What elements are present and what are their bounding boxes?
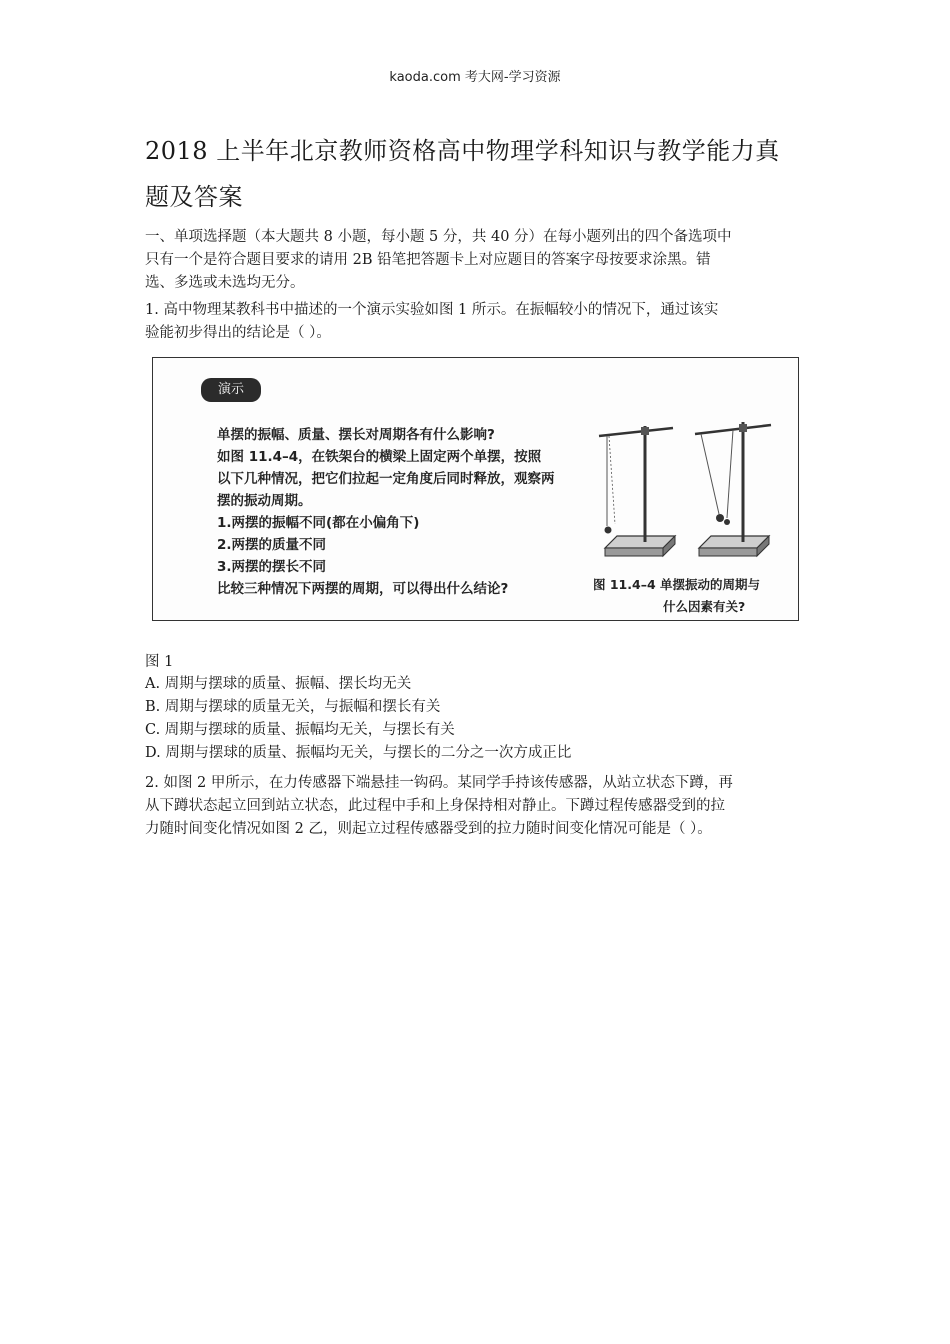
question-line: 1. 高中物理某教科书中描述的一个演示实验如图 1 所示。在振幅较小的情况下，通过该实 [145,302,719,318]
demo-tag: 演示 [201,378,261,402]
figure-text-line: 1.两摆的振幅不同(都在小偏角下) [217,515,420,531]
figure-text-line: 如图 11.4–4，在铁架台的横梁上固定两个单摆，按照 [217,449,542,465]
intro-line: 一、单项选择题（本大题共 8 小题，每小题 5 分，共 40 分）在每小题列出的四个备选项中 [145,229,732,245]
document-title [145,128,815,220]
intro-line: 只有一个是符合题目要求的请用 2B 铅笔把答题卡上对应题目的答案字母按要求涂黑。错 [145,252,711,268]
pendulum-stands-illustration [593,408,793,578]
question-line: 验能初步得出的结论是（ ）。 [145,325,331,341]
figure-text-line: 2.两摆的质量不同 [217,537,327,553]
figure-text-line: 摆的振动周期。 [217,493,312,509]
figure-text-line: 比较三种情况下两摆的周期，可以得出什么结论? [217,581,509,597]
figure-1-image [152,357,799,621]
question-2 [145,772,810,841]
figure-text-line: 3.两摆的摆长不同 [217,559,327,575]
figure-label: 图 1 [145,654,174,670]
figure-caption [593,574,793,618]
option-b: B. 周期与摆球的质量无关，与振幅和摆长有关 [145,699,441,715]
caption-line: 图 11.4–4 单摆振动的周期与 [593,577,760,592]
caption-line: 什么因素有关? [663,599,746,614]
option-c: C. 周期与摆球的质量、振幅均无关，与摆长有关 [145,722,455,738]
title-line-2: 题及答案 [145,183,243,211]
figure-text-line: 以下几种情况，把它们拉起一定角度后同时释放，观察两 [217,471,555,487]
option-a: A. 周期与摆球的质量、振幅、摆长均无关 [145,676,412,692]
question-line: 从下蹲状态起立回到站立状态，此过程中手和上身保持相对静止。下蹲过程传感器受到的拉 [145,798,725,814]
question-line: 2. 如图 2 甲所示，在力传感器下端悬挂一钩码。某同学手持该传感器，从站立状态下蹲，再 [145,775,733,791]
page-header: kaoda.com 考大网-学习资源 [389,70,561,85]
option-d: D. 周期与摆球的质量、振幅均无关，与摆长的二分之一次方成正比 [145,745,572,761]
title-line-1: 2018 上半年北京教师资格高中物理学科知识与教学能力真 [145,137,780,165]
question-1 [145,299,810,345]
answer-options [145,673,810,765]
intro-line: 选、多选或未选均无分。 [145,275,305,291]
figure-text-line: 单摆的振幅、质量、摆长对周期各有什么影响? [217,427,495,443]
question-line: 力随时间变化情况如图 2 乙，则起立过程传感器受到的拉力随时间变化情况可能是（ ）。 [145,821,712,837]
figure-text [217,424,577,600]
section-intro [145,226,810,295]
